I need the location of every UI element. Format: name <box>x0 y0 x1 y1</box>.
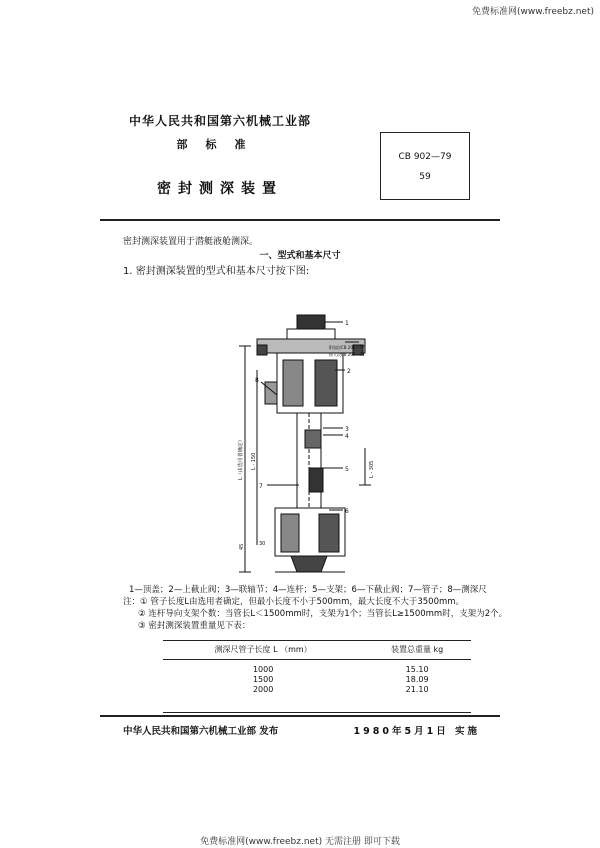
note-3: ③ 密封测深装置重量见下表： <box>138 621 251 631</box>
part-number-2: 2 <box>347 368 351 375</box>
bottom-watermark: 免费标准网(www.freebz.net) 无需注册 即可下载 <box>200 837 400 847</box>
dim-L-minus-305: L - 305 <box>369 460 375 478</box>
ref-lower: 接入段CB 207—74 <box>329 352 365 357</box>
parts-legend: 1—顶盖；2—上截止阀；3—联轴节；4—连杆；5—支架；6—下截止阀；7—管子；8—测深尺 <box>129 585 487 595</box>
cell-length: 1500 <box>252 674 274 684</box>
coupling <box>305 430 321 448</box>
issuing-organization: 中华人民共和国第六机械工业部 <box>128 114 311 128</box>
part-number-8: 8 <box>255 377 259 384</box>
table-row <box>163 660 471 675</box>
part-number-7: 7 <box>259 483 263 490</box>
item-1-text: 1. 密封测深装置的型式和基本尺寸按下图: <box>123 266 310 277</box>
dim-L: L（由选用者确定） <box>238 437 244 480</box>
footer-issuer: 中华人民共和国第六机械工业部 发布 <box>123 726 279 737</box>
cell-weight: 15.10 <box>405 664 429 674</box>
footer-divider <box>100 715 500 717</box>
document-title: 密封测深装置 <box>157 181 283 197</box>
part-number-5: 5 <box>345 466 349 473</box>
intro-text: 密封测深装置用于潜艇液舱测深。 <box>123 237 259 247</box>
dim-L-minus-150: L - 150 <box>251 452 257 470</box>
section-title: 一、型式和基本尺寸 <box>259 251 341 261</box>
col-header-weight: 装置总重量 kg <box>363 641 471 660</box>
support <box>309 468 323 492</box>
top-watermark: 免费标准网(www.freebz.net) <box>472 7 594 17</box>
col-header-length: 测深尺管子长度 L （mm） <box>163 641 363 660</box>
part-number-6: 6 <box>345 508 349 515</box>
standard-code-sub: 59 <box>419 172 431 182</box>
dim-bottom-45: 45 <box>239 543 245 550</box>
cell-weight: 21.10 <box>363 684 471 713</box>
cell-weight: 18.09 <box>405 674 429 684</box>
standard-code-box <box>380 132 470 200</box>
top-cap <box>297 315 325 329</box>
weight-table <box>163 640 471 713</box>
ref-upper: 附加段CB 206—77 <box>329 345 365 350</box>
header-divider <box>100 219 500 221</box>
device-drawing <box>225 310 380 582</box>
bottom-fitting <box>291 556 327 572</box>
part-number-4: 4 <box>345 433 349 440</box>
note-2: ② 连杆导向支架个数：当管长L＜1500mm时，支架为1个；当管长L≥1500mm时，支架为2个。 <box>138 609 508 619</box>
standard-code: CB 902—79 <box>398 152 452 162</box>
cell-length: 1000 <box>252 664 274 674</box>
table-header-row <box>163 641 471 660</box>
part-number-3: 3 <box>345 426 349 433</box>
standard-type: 部标准 <box>176 138 264 151</box>
part-number-1: 1 <box>345 320 349 327</box>
cell-length: 2000 <box>163 684 363 713</box>
note-1: 注：① 管子长度L由选用者确定，但最小长度不小于500mm，最大长度不大于3500mm。 <box>123 597 465 607</box>
footer-date: 1980年5月1日 实施 <box>353 726 480 737</box>
table-row <box>163 674 471 684</box>
dim-bottom-30: 30 <box>259 541 266 547</box>
table-row <box>163 684 471 713</box>
